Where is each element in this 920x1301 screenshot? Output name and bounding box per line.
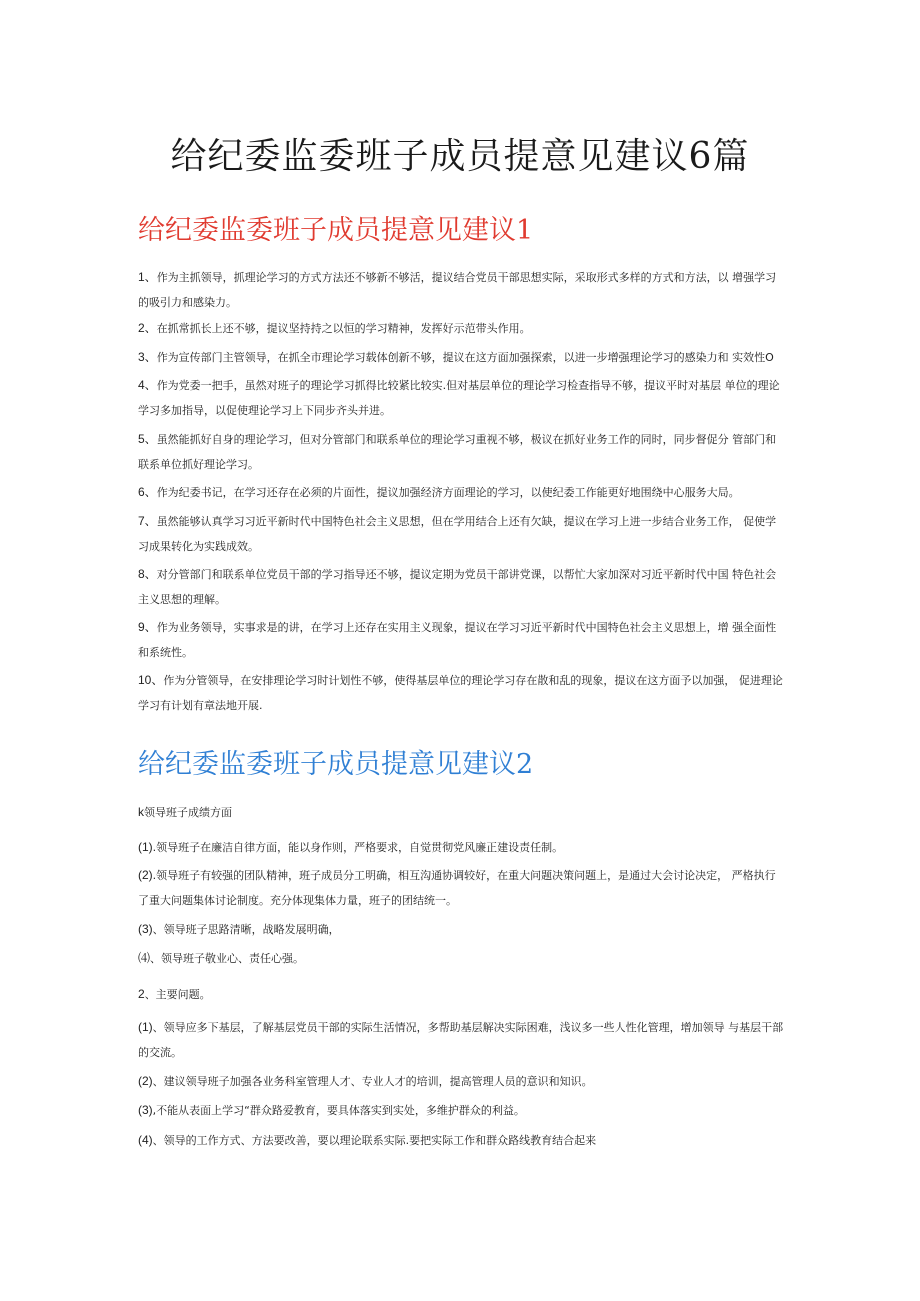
item-number: (2) [138, 1074, 153, 1088]
item-number: 2 [138, 987, 145, 1001]
item-number: (2) [138, 868, 153, 882]
item-number: 2、 [138, 321, 157, 335]
item-text: 、领导的工作方式、方法要改善，要以理论联系实际.要把实际工作和群众路线教育结合起来 [152, 1134, 597, 1147]
item-text: 、领导班子思路清晰，战略发展明确， [152, 923, 340, 936]
item-text: 作为党委一把手，虽然对班子的理论学习抓得比较紧比较实.但对基层单位的理论学习检查指导不够，提议平时对基层 单位的理论学习多加指导，以促使理论学习上下同步齐头并进。 [138, 379, 780, 417]
item-text: 虽然能够认真学习习近平新时代中国特色社会主义思想，但在学用结合上还有欠缺，提议在学习上进一步结合业务工作， 促使学习成果转化为实践成效。 [138, 515, 777, 553]
paragraph [138, 480, 786, 505]
paragraph [138, 1015, 786, 1065]
item-number: 4、 [138, 378, 157, 392]
paragraph [138, 265, 786, 315]
paragraph [138, 1128, 786, 1153]
item-number: (3) [138, 922, 153, 936]
item-number: (1) [138, 1020, 153, 1034]
item-number: 8、 [138, 567, 157, 581]
paragraph [138, 835, 786, 860]
paragraph [138, 946, 786, 971]
paragraph [138, 917, 786, 942]
item-text: 、建议领导班子加强各业务科室管理人才、专业人才的培训，提高管理人员的意识和知识。 [152, 1075, 593, 1088]
item-text: 、领导班子敬业心、责任心强。 [150, 952, 305, 965]
item-number: (3) [138, 1103, 153, 1117]
item-text: 对分管部门和联系单位党员干部的学习指导还不够，提议定期为党员干部讲党课，以帮忙大家加深对习近平新时代中国 特色社会主义思想的理解。 [138, 568, 777, 606]
item-text: 、主要问题。 [144, 988, 211, 1001]
paragraph [138, 1098, 786, 1123]
paragraph [138, 668, 786, 718]
paragraph [138, 316, 786, 341]
item-text: 作为纪委书记，在学习还存在必须的片面性，提议加强经济方面理论的学习，以使纪委工作能更好地围绕中心服务大局。 [156, 486, 740, 499]
paragraph [138, 615, 786, 665]
paragraph [138, 1069, 786, 1094]
paragraph [138, 509, 786, 559]
section-2-heading: 给纪委监委班子成员提意见建议2 [138, 749, 534, 780]
item-text: .领导班子有较强的团队精神，班子成员分工明确，相互沟通协调较好，在重大问题决策问题上，是通过大会讨论决定， 严格执行了重大问题集体讨论制度。充分体现集体力量，班子的团结统一。 [138, 869, 776, 907]
paragraph [138, 427, 786, 477]
paragraph [138, 863, 786, 913]
item-number: 10、 [138, 673, 164, 687]
item-number: (1) [138, 840, 153, 854]
item-text: 作为宣传部门主管领导，在抓全市理论学习载体创新不够，提议在这方面加强探索，以进一步增强理论学习的感染力和 实效性O [156, 351, 774, 364]
paragraph [138, 562, 786, 612]
item-text: 、领导应多下基层，了解基层党员干部的实际生活情况，多帮助基层解决实际困难，浅议多一些人性化管理，增加领导 与基层干部的交流。 [138, 1021, 784, 1059]
item-text: .领导班子在廉洁自律方面，能以身作则，严格要求，自觉贯彻党风廉正建设责任制。 [152, 841, 564, 854]
item-number: (4) [138, 1133, 153, 1147]
item-number: ⑷ [138, 951, 151, 965]
paragraph [138, 373, 786, 423]
item-number: 7、 [138, 514, 157, 528]
item-number: 1、 [138, 270, 157, 284]
item-number: 6、 [138, 485, 157, 499]
item-text: 作为业务领导，实事求是的讲，在学习上还存在实用主义现象，提议在学习习近平新时代中国特色社会主义思想上，增 强全面性和系统性。 [138, 621, 777, 659]
paragraph [138, 345, 786, 370]
item-text: 作为分管领导，在安排理论学习时计划性不够，使得基层单位的理论学习存在散和乱的现象，提议在这方面予以加强， 促进理论学习有计划有章法地开展. [138, 674, 783, 712]
item-text: 虽然能抓好自身的理论学习，但对分管部门和联系单位的理论学习重视不够，极议在抓好业务工作的同时，同步督促分 管部门和联系单位抓好理论学习。 [138, 433, 777, 471]
section-1-heading: 给纪委监委班子成员提意见建议1 [138, 215, 534, 246]
paragraph [138, 982, 786, 1007]
item-number: 9、 [138, 620, 157, 634]
page-title: 给纪委监委班子成员提意见建议6篇 [170, 136, 750, 177]
item-text: 领导班子成绩方面 [144, 806, 232, 819]
item-number: 3、 [138, 350, 157, 364]
item-text: 作为主抓领导，抓理论学习的方式方法还不够新不够活，提议结合党员干部思想实际，采取形式多样的方式和方法，以 增强学习的吸引力和感染力。 [138, 271, 777, 309]
item-text: ,不能从表面上学习“群众路爱教育，要具体落实到实处，多维护群众的利益。 [152, 1104, 525, 1117]
paragraph [138, 800, 786, 825]
item-number: k [138, 805, 144, 819]
item-text: 在抓常抓长上还不够，提议坚持持之以恒的学习精神，发挥好示范带头作用。 [156, 322, 531, 335]
item-number: 5、 [138, 432, 157, 446]
